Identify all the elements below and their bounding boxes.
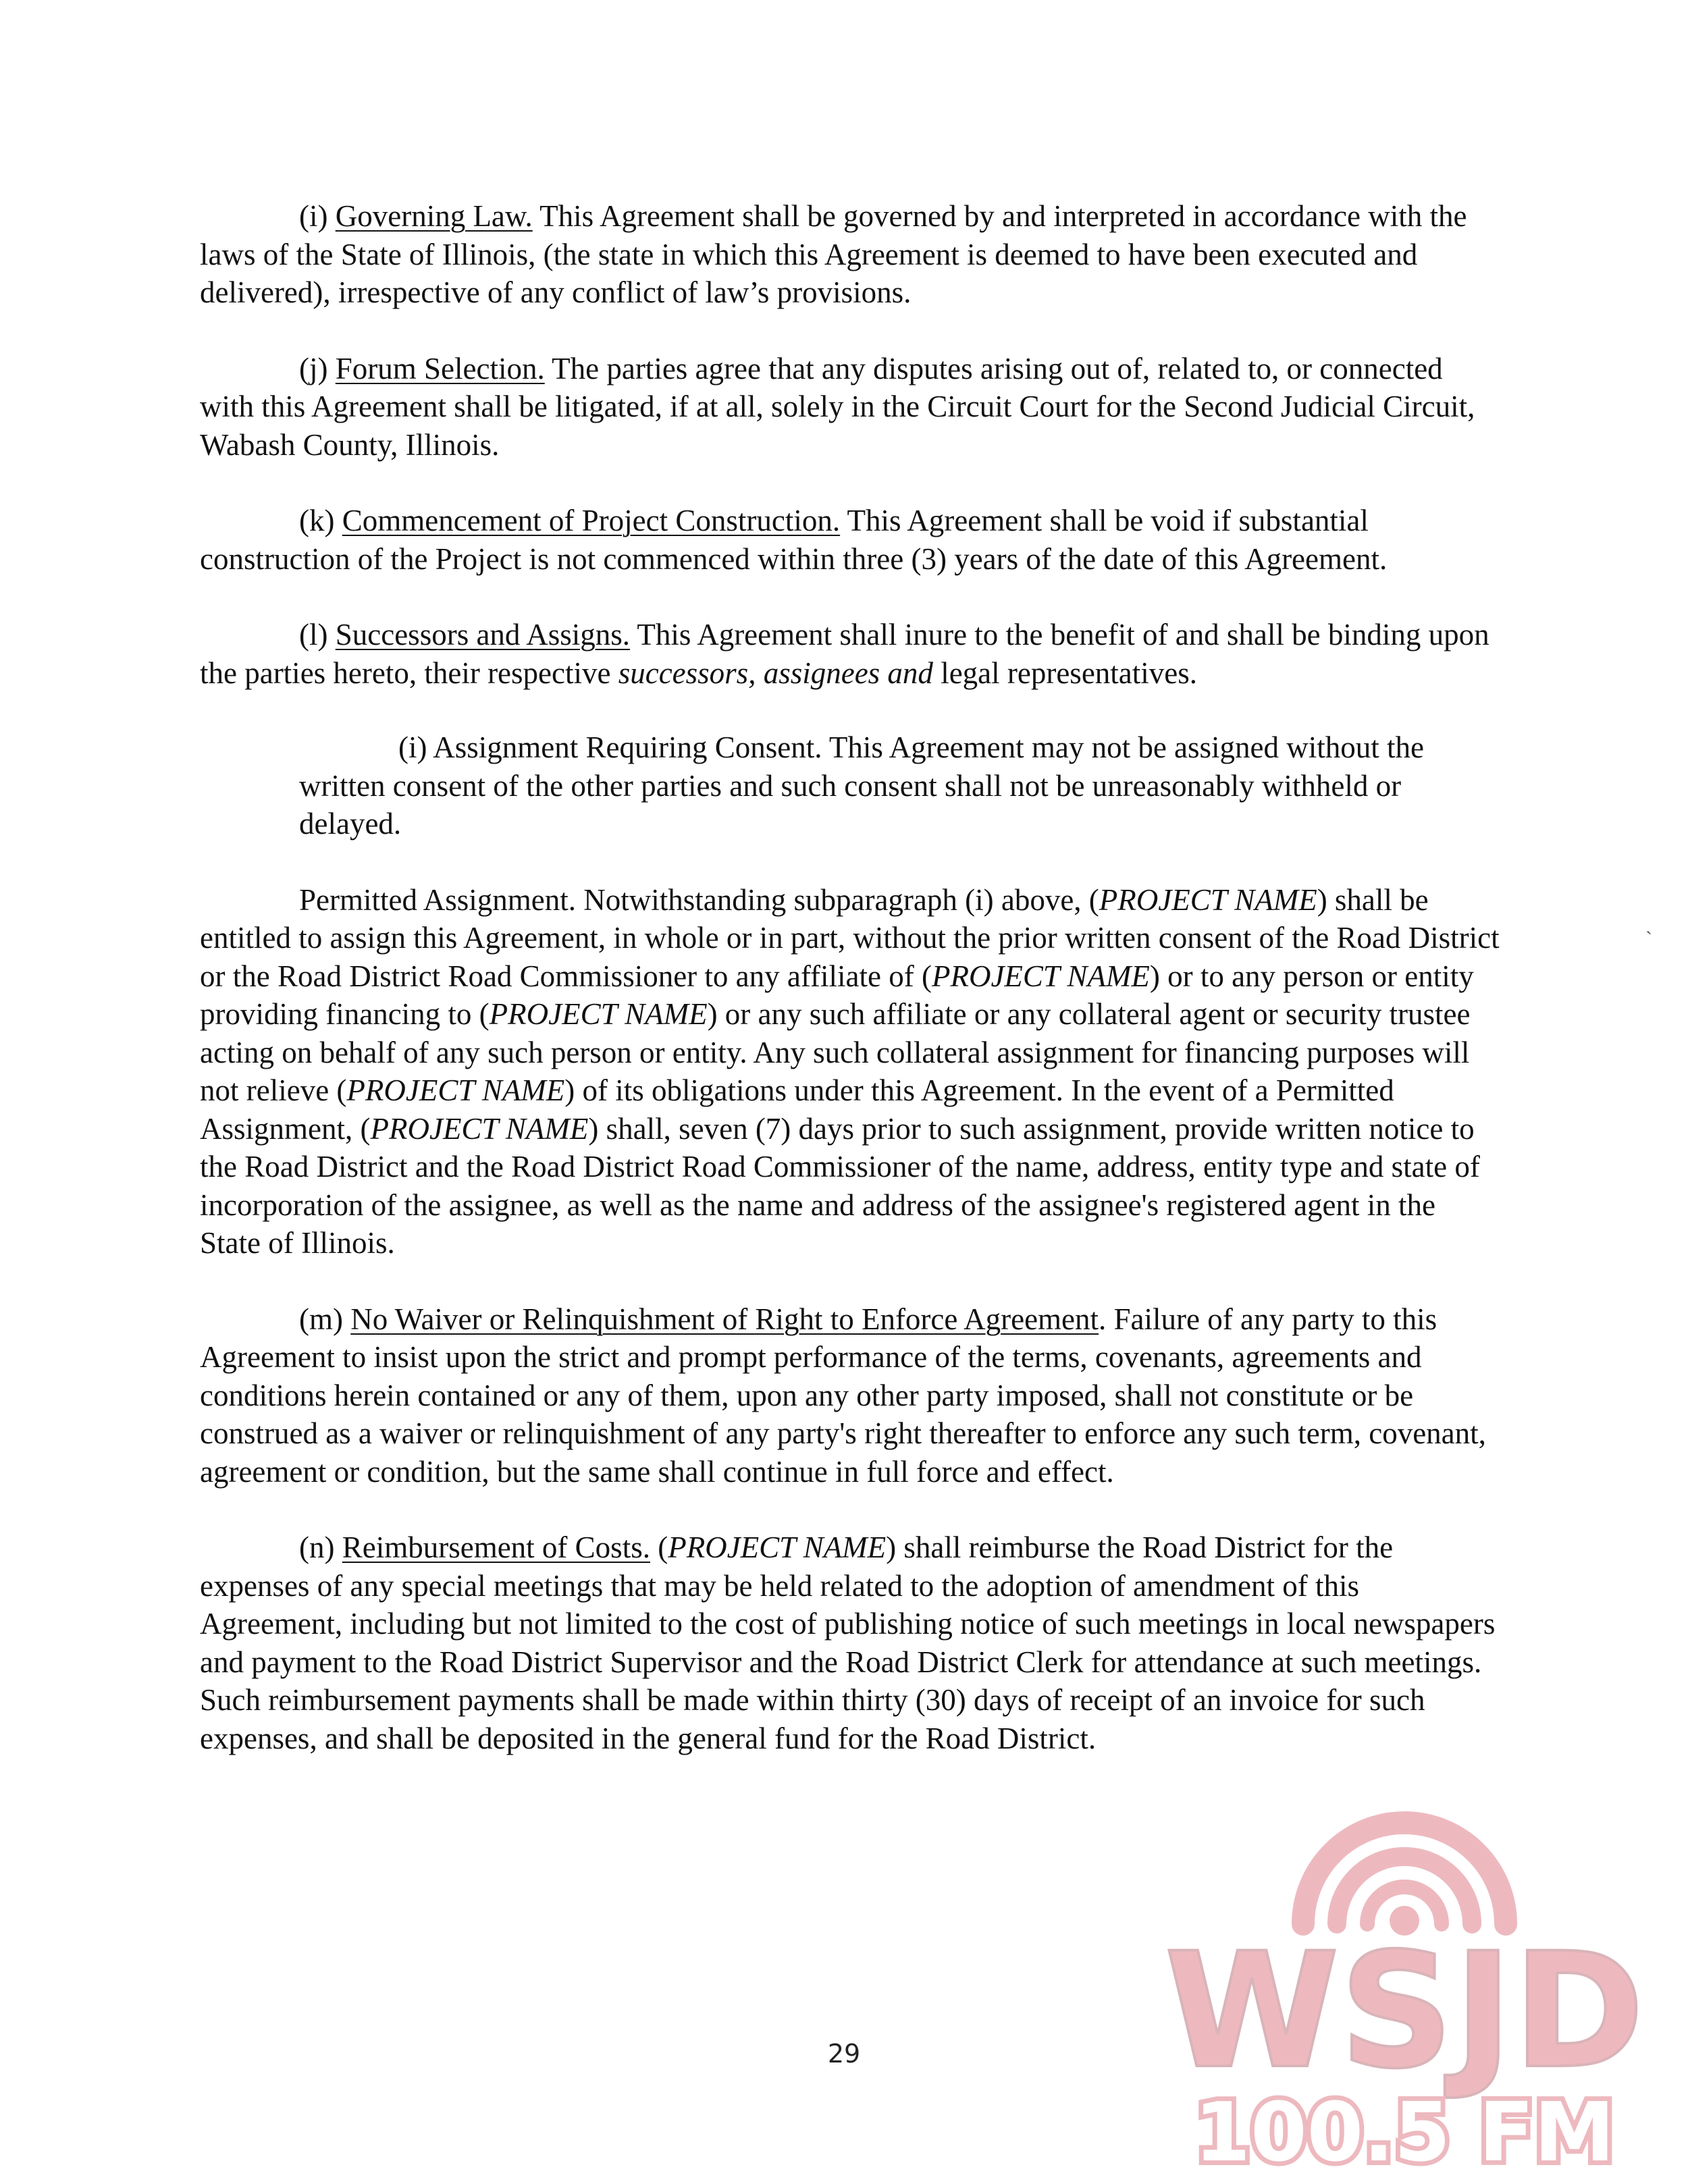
clause-heading: Forum Selection. [335,351,545,385]
project-name-placeholder: PROJECT NAME [931,959,1150,993]
wsjd-watermark-logo [1148,1796,1661,2174]
document-body [200,197,1503,1795]
clause-text: ) or to any person or entity providing financing to ( [200,959,1474,1031]
clause-successors-assigns [200,616,1503,692]
clause-text: ) of its obligations under this Agreement. In the event of a Permitted Assignment, ( [200,1073,1394,1146]
project-name-placeholder: PROJECT NAME [489,997,708,1031]
clause-assignment-requiring-consent [299,728,1503,843]
clause-text: This Agreement shall be governed by and interpreted in accordance with the laws of the State of Illinois, (the state in which this Agreement is deemed to have been executed and delivered), irrespective of any conflict of law’s provisions. [200,199,1467,309]
watermark-frequency: 100.5 FM [1194,2086,1615,2174]
clause-heading: Successors and Assigns. [335,618,630,651]
project-name-placeholder: PROJECT NAME [1099,882,1317,917]
clause-text: ) or any such affiliate or any collateral agent or security trustee acting on behalf of any such person or entity. Any such collateral assignment for financing purposes will not relieve ( [200,997,1471,1107]
project-name-placeholder: PROJECT NAME [668,1530,887,1564]
project-name-placeholder: PROJECT NAME [346,1073,565,1107]
clause-heading: No Waiver or Relinquishment of Right to Enforce Agreement [350,1302,1099,1336]
clause-text: This Agreement shall be void if substantial construction of the Project is not commenced within three (3) years of the date of this Agreement. [200,504,1388,576]
clause-label: (i) [299,199,328,233]
clause-text: The parties agree that any disputes arising out of, related to, or connected with this Agreement shall be litigated, if at all, solely in the Circuit Court for the Second Judicial Circuit, Wabash County, Illinois. [200,351,1475,462]
clause-text: ) shall reimburse the Road District for the expenses of any special meetings that may be held related to the adoption of amendment of this Agreement, including but not limited to the cost of publishing notice of such meetings in local newspapers and payment to the Road District Supervisor and the Road District Clerk for attendance at such meetings. Such reimbursement payments shall be made within thirty (30) days of receipt of an invoice for such expenses, and shall be deposited in the general fund for the Road District. [200,1530,1496,1755]
clause-text: ) shall be entitled to assign this Agreement, in whole or in part, without the prior written consent of the Road District or the Road District Road Commissioner to any affiliate of ( [200,882,1500,993]
clause-heading: Reimbursement of Costs. [342,1530,650,1564]
page-number: 29 [827,2039,861,2069]
clause-reimbursement [200,1528,1503,1757]
clause-text: ) shall, seven (7) days prior to such assignment, provide written notice to the Road District and the Road District Road Commissioner of the name, address, entity type and state of incorporation of the assignee, as well as the name and address of the assignee's registered agent in the State of Illinois. [200,1111,1480,1260]
clause-label: (k) [299,504,335,537]
clause-label: (m) [299,1302,343,1336]
clause-no-waiver [200,1300,1503,1491]
clause-label: (l) [299,618,328,651]
stray-mark: ` [1645,928,1652,950]
clause-text: (i) Assignment Requiring Consent. This Agreement may not be assigned without the written consent of the other parties and such consent shall not be unreasonably withheld or delayed. [299,730,1424,841]
clause-text: This Agreement shall inure to the benefit of and shall be binding upon the parties hereto, their respective [200,618,1489,690]
clause-text: ( [658,1530,668,1564]
watermark-brand: WSJD [1164,1919,1645,2104]
clause-forum-selection [200,350,1503,464]
clause-label: (n) [299,1530,335,1564]
clause-text: legal representatives. [941,656,1198,690]
clause-text: Permitted Assignment. Notwithstanding subparagraph (i) above, ( [299,882,1099,917]
clause-text-italic: successors, assignees and [618,656,933,690]
clause-heading: Governing Law. [335,199,533,233]
clause-heading: Commencement of Project Construction. [342,504,841,537]
clause-commencement [200,502,1503,578]
wsjd-logo-graphic [1148,1796,1661,2174]
clause-permitted-assignment [200,881,1503,1262]
clause-text: . Failure of any party to this Agreement to insist upon the strict and prompt performance of the terms, covenants, agreements and conditions herein contained or any of them, upon any other party imposed, shall not constitute or be construed as a waiver or relinquishment of any party's right thereafter to enforce any such term, covenant, agreement or condition, but the same shall continue in full force and effect. [200,1302,1486,1489]
clause-label: (j) [299,351,328,385]
clause-governing-law [200,197,1503,312]
project-name-placeholder: PROJECT NAME [370,1111,589,1146]
